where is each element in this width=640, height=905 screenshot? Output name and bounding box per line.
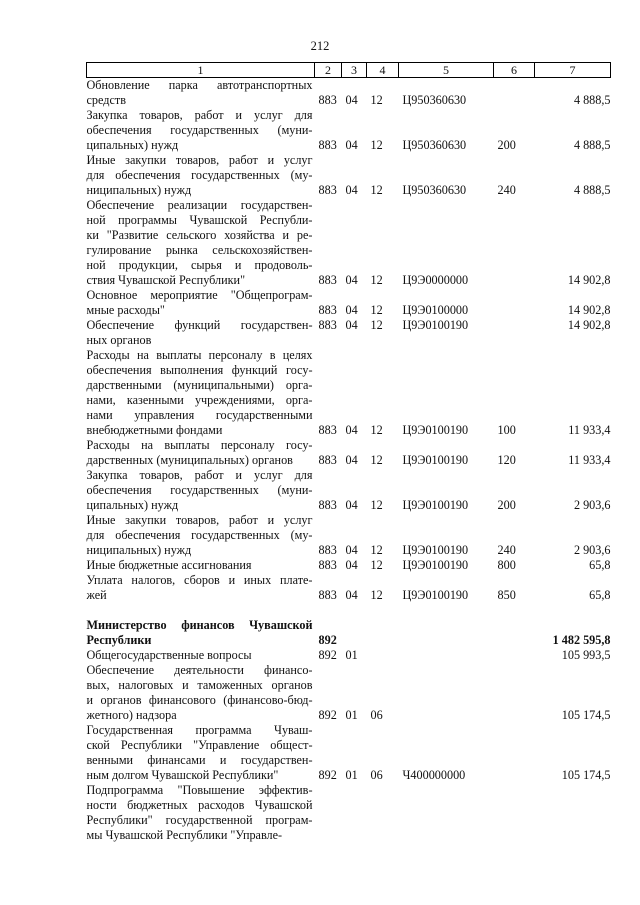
item-name — [87, 198, 315, 288]
table-row — [87, 603, 611, 618]
table-row — [87, 663, 611, 723]
subsection-code: 12 — [370, 498, 383, 512]
item-name-line: жей — [86, 588, 107, 602]
amount: 14 902,8 — [567, 318, 611, 332]
section-code: 04 — [345, 273, 358, 287]
table-row — [87, 558, 611, 573]
subsection-code: 12 — [370, 543, 383, 557]
amount: 4 888,5 — [573, 183, 611, 197]
subsection-code: 12 — [370, 423, 383, 437]
item-name-line: внебюджетными фондами — [86, 423, 223, 437]
ministry-code: 883 — [318, 138, 337, 152]
subsection-code: 12 — [370, 273, 383, 287]
item-name-line: Подпрограмма "Повышение эффектив- — [86, 783, 313, 797]
column-header: 4 — [367, 63, 399, 78]
budget-table — [86, 62, 611, 843]
column-header: 7 — [535, 63, 611, 78]
item-name — [87, 513, 315, 558]
target-article-code: Ц950360630 — [402, 138, 467, 152]
table-row — [87, 513, 611, 558]
item-name-line: обеспечения государственных (муни- — [86, 123, 313, 137]
item-name-line: ных органов — [86, 333, 152, 347]
ministry-code: 883 — [318, 498, 337, 512]
section-code: 04 — [345, 138, 358, 152]
item-name-line: ципальных) нужд — [86, 138, 179, 152]
ministry-code: 883 — [318, 588, 337, 602]
item-name-line: Общегосударственные вопросы — [86, 648, 252, 662]
item-name-line: Министерство финансов Чувашской — [86, 618, 313, 632]
ministry-code: 883 — [318, 318, 337, 332]
item-name-line: нами управления государственными — [86, 408, 313, 422]
expense-type-code — [494, 318, 535, 348]
subsection-code: 06 — [370, 708, 383, 722]
expense-type-code — [494, 723, 535, 783]
amount: 1 482 595,8 — [552, 633, 611, 647]
amount: 105 174,5 — [561, 708, 611, 722]
item-name — [87, 648, 315, 663]
target-article-code: Ц9Э0100190 — [402, 558, 469, 572]
ministry-code: 883 — [318, 543, 337, 557]
item-name-line: Иные закупки товаров, работ и услуг — [86, 513, 313, 527]
section-code: 04 — [345, 543, 358, 557]
item-name-line: Расходы на выплаты персоналу госу- — [86, 438, 313, 452]
item-name-line: Иные бюджетные ассигнования — [86, 558, 252, 572]
amount: 2 903,6 — [573, 543, 611, 557]
item-name-line: вых, налоговых и таможенных органов — [86, 678, 313, 692]
amount: 65,8 — [589, 558, 611, 572]
section-code — [342, 618, 367, 648]
table-row — [87, 573, 611, 603]
ministry-code: 883 — [318, 423, 337, 437]
section-code: 04 — [345, 453, 358, 467]
item-name-line: ности бюджетных расходов Чувашской — [86, 798, 313, 812]
item-name — [87, 573, 315, 603]
table-row — [87, 198, 611, 288]
table-row — [87, 468, 611, 513]
item-name-line: Республики" государственной програм- — [86, 813, 313, 827]
item-name — [87, 108, 315, 153]
table-row — [87, 618, 611, 648]
item-name-line: и органов финансового (финансово-бюд- — [86, 693, 313, 707]
ministry-code: 892 — [318, 768, 337, 782]
section-code: 04 — [345, 303, 358, 317]
table-row — [87, 78, 611, 109]
ministry-code: 883 — [318, 93, 337, 107]
section-code — [342, 783, 367, 843]
item-name-line: нами, казенными учреждениями, орга- — [86, 393, 313, 407]
section-code: 04 — [345, 93, 358, 107]
target-article-code — [399, 663, 494, 723]
section-code: 04 — [345, 423, 358, 437]
table-row — [87, 783, 611, 843]
subsection-code: 12 — [370, 318, 383, 332]
item-name-line: Основное мероприятие "Общепрограм- — [86, 288, 313, 302]
section-code: 04 — [345, 588, 358, 602]
column-header: 1 — [87, 63, 315, 78]
table-row — [87, 153, 611, 198]
item-name — [87, 468, 315, 513]
item-name-line: обеспечения государственных (муни- — [86, 483, 313, 497]
spacer-cell — [87, 603, 611, 618]
amount: 14 902,8 — [567, 303, 611, 317]
amount — [535, 783, 611, 843]
table-row — [87, 648, 611, 663]
subsection-code: 12 — [370, 93, 383, 107]
expense-type-code: 850 — [497, 588, 516, 602]
expense-type-code: 200 — [497, 138, 516, 152]
expense-type-code — [494, 618, 535, 648]
ministry-code: 883 — [318, 183, 337, 197]
table-body — [87, 78, 611, 844]
item-name-line: обеспечения выполнения функций госу- — [86, 363, 313, 377]
target-article-code: Ц9Э0100190 — [402, 498, 469, 512]
item-name-line: Закупка товаров, работ и услуг для — [86, 108, 313, 122]
item-name-line: ниципальных) нужд — [86, 543, 192, 557]
table-row — [87, 348, 611, 438]
table-row — [87, 318, 611, 348]
expense-type-code — [494, 288, 535, 318]
target-article-code: Ц9Э0100190 — [402, 588, 469, 602]
amount: 105 993,5 — [561, 648, 611, 662]
column-header: 2 — [315, 63, 342, 78]
ministry-code: 892 — [318, 648, 337, 662]
item-name-line: ской Республики "Управление общест- — [86, 738, 313, 752]
item-name-line: ной программы Чувашской Республи- — [86, 213, 313, 227]
subsection-code: 12 — [370, 588, 383, 602]
item-name — [87, 618, 315, 648]
item-name-line: ниципальных) нужд — [86, 183, 192, 197]
item-name-line: мные расходы" — [86, 303, 165, 317]
item-name-line: Уплата налогов, сборов и иных плате- — [86, 573, 313, 587]
table-row — [87, 288, 611, 318]
item-name-line: Обеспечение функций государствен- — [86, 318, 313, 332]
item-name-line: ной продукции, сырья и продоволь- — [86, 258, 313, 272]
ministry-code: 883 — [318, 453, 337, 467]
target-article-code: Ц9Э0100190 — [402, 423, 469, 437]
ministry-code: 883 — [318, 558, 337, 572]
item-name — [87, 288, 315, 318]
item-name-line: Государственная программа Чуваш- — [86, 723, 313, 737]
item-name-line: ствия Чувашской Республики" — [86, 273, 246, 287]
subsection-code — [367, 648, 399, 663]
expense-type-code: 240 — [497, 543, 516, 557]
expense-type-code: 200 — [497, 498, 516, 512]
expense-type-code: 240 — [497, 183, 516, 197]
column-header: 5 — [399, 63, 494, 78]
expense-type-code: 100 — [497, 423, 516, 437]
table-row — [87, 723, 611, 783]
item-name-line: Расходы на выплаты персоналу в целях — [86, 348, 313, 362]
target-article-code: Ц950360630 — [402, 93, 467, 107]
item-name — [87, 348, 315, 438]
table-row — [87, 438, 611, 468]
amount: 14 902,8 — [567, 273, 611, 287]
target-article-code: Ч400000000 — [402, 768, 466, 782]
item-name-line: Республики — [86, 633, 152, 647]
item-name — [87, 558, 315, 573]
subsection-code: 12 — [370, 558, 383, 572]
expense-type-code: 800 — [497, 558, 516, 572]
target-article-code — [399, 618, 494, 648]
amount: 4 888,5 — [573, 138, 611, 152]
target-article-code: Ц9Э0100190 — [402, 318, 469, 332]
section-code: 04 — [345, 318, 358, 332]
item-name-line: ципальных) нужд — [86, 498, 179, 512]
section-code: 01 — [345, 708, 358, 722]
amount: 11 933,4 — [568, 423, 611, 437]
section-code: 01 — [345, 768, 358, 782]
item-name — [87, 723, 315, 783]
ministry-code: 892 — [318, 633, 337, 647]
amount: 4 888,5 — [573, 93, 611, 107]
item-name-line: гулирование рынка сельскохозяйствен- — [86, 243, 313, 257]
item-name — [87, 783, 315, 843]
ministry-code: 892 — [318, 708, 337, 722]
table-row — [87, 108, 611, 153]
item-name-line: Обеспечение деятельности финансо- — [86, 663, 313, 677]
expense-type-code — [494, 783, 535, 843]
item-name-line: мы Чувашской Республики "Управле- — [86, 828, 283, 842]
amount: 65,8 — [589, 588, 611, 602]
item-name-line: ки "Развитие сельского хозяйства и ре- — [86, 228, 313, 242]
item-name-line: дарственных (муниципальных) органов — [86, 453, 293, 467]
item-name-line: венными финансами и государствен- — [86, 753, 313, 767]
target-article-code: Ц9Э0100190 — [402, 453, 469, 467]
target-article-code: Ц9Э0000000 — [402, 273, 469, 287]
expense-type-code — [494, 663, 535, 723]
expense-type-code — [494, 198, 535, 288]
item-name — [87, 663, 315, 723]
expense-type-code: 120 — [497, 453, 516, 467]
ministry-code — [315, 783, 342, 843]
target-article-code — [399, 783, 494, 843]
item-name-line: Иные закупки товаров, работ и услуг — [86, 153, 313, 167]
item-name-line: жетного) надзора — [86, 708, 177, 722]
target-article-code: Ц9Э0100190 — [402, 543, 469, 557]
item-name — [87, 318, 315, 348]
expense-type-code — [494, 648, 535, 663]
page-number: 212 — [310, 39, 330, 53]
ministry-code: 883 — [318, 273, 337, 287]
section-code: 04 — [345, 498, 358, 512]
item-name-line: дарственными (муниципальными) орга- — [86, 378, 313, 392]
subsection-code — [367, 618, 399, 648]
item-name-line: для обеспечения государственных (му- — [86, 528, 313, 542]
amount: 105 174,5 — [561, 768, 611, 782]
section-code: 04 — [345, 558, 358, 572]
section-code: 01 — [345, 648, 358, 662]
column-header: 6 — [494, 63, 535, 78]
ministry-code: 883 — [318, 303, 337, 317]
amount: 2 903,6 — [573, 498, 611, 512]
item-name-line: Закупка товаров, работ и услуг для — [86, 468, 313, 482]
item-name-line: средств — [86, 93, 126, 107]
target-article-code: Ц9Э0100000 — [402, 303, 469, 317]
amount: 11 933,4 — [568, 453, 611, 467]
target-article-code — [399, 648, 494, 663]
expense-type-code — [494, 78, 535, 109]
target-article-code: Ц950360630 — [402, 183, 467, 197]
subsection-code: 12 — [370, 303, 383, 317]
item-name — [87, 153, 315, 198]
column-number-row — [87, 63, 611, 78]
column-header: 3 — [342, 63, 367, 78]
subsection-code: 06 — [370, 768, 383, 782]
item-name-line: Обновление парка автотранспортных — [86, 78, 313, 92]
subsection-code: 12 — [370, 183, 383, 197]
subsection-code: 12 — [370, 453, 383, 467]
subsection-code: 12 — [370, 138, 383, 152]
item-name — [87, 78, 315, 109]
subsection-code — [367, 783, 399, 843]
item-name-line: ным долгом Чувашской Республики" — [86, 768, 279, 782]
item-name — [87, 438, 315, 468]
section-code: 04 — [345, 183, 358, 197]
item-name-line: Обеспечение реализации государствен- — [86, 198, 313, 212]
item-name-line: для обеспечения государственных (му- — [86, 168, 313, 182]
